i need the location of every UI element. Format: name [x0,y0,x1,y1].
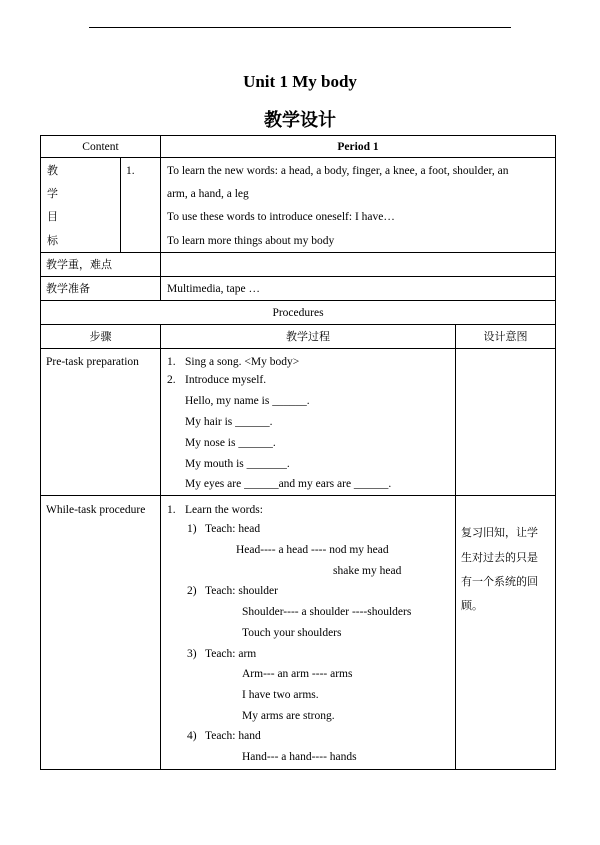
arm-line: I have two arms. [242,689,319,701]
objective-line: To learn more things about my body [167,235,335,247]
list-number: 1. [167,356,176,368]
list-number: 2. [167,374,176,386]
table-border-top [40,135,556,136]
table-rule [40,157,556,158]
column-intent: 设计意图 [483,330,528,343]
intro-line: My eyes are ______and my ears are ______. [185,478,392,490]
table-rule [40,324,556,325]
teach-hand: Teach: hand [205,730,261,742]
intro-line: Hello, my name is ______. [185,395,310,407]
intent-line: 生对过去的只是 [461,551,538,564]
head-line: shake my head [333,565,402,577]
document-title: Unit 1 My body [243,72,357,91]
sub-number: 1) [187,523,197,535]
objectives-label-char: 学 [47,187,58,200]
objectives-number: 1. [126,165,135,177]
list-item: Learn the words: [185,504,263,516]
pre-task-label: Pre-task preparation [46,356,139,368]
column-steps: 步骤 [89,330,112,343]
arm-line: My arms are strong. [242,710,335,722]
procedures-label: Procedures [272,307,324,319]
head-line: Head---- a head ---- nod my head [236,544,389,556]
table-col-divider [160,135,161,300]
intent-line: 复习旧知，让学 [461,526,538,539]
objectives-label-char: 标 [47,234,58,247]
sub-number: 4) [187,730,197,742]
table-border-bottom [40,769,556,770]
document-subtitle: 教学设计 [264,110,336,131]
objectives-label-char: 教 [47,164,58,177]
table-border-left [40,135,41,770]
intro-line: My mouth is _______. [185,458,290,470]
list-item: Introduce myself. [185,374,267,386]
list-item: Sing a song. <My body> [185,356,300,368]
shoulder-line: Touch your shoulders [242,627,342,639]
table-border-right [555,135,556,770]
sub-number: 3) [187,648,197,660]
intent-line: 顾。 [461,599,483,612]
table-rule [40,300,556,301]
table-rule [40,276,556,277]
preparation-value: Multimedia, tape … [167,283,260,295]
table-rule [40,495,556,496]
teach-arm: Teach: arm [205,648,257,660]
objective-line: To learn the new words: a head, a body, finger, a knee, a foot, shoulder, an [167,165,509,177]
list-number: 1. [167,504,176,516]
objective-line: arm, a hand, a leg [167,188,249,200]
while-task-label: While-task procedure [46,504,146,516]
preparation-label: 教学准备 [46,282,90,295]
table-rule [40,252,556,253]
shoulder-line: Shoulder---- a shoulder ----shoulders [242,606,412,618]
table-col-divider [120,157,121,252]
teach-shoulder: Teach: shoulder [205,585,278,597]
table-col-divider [160,324,161,769]
objective-line: To use these words to introduce oneself: I have… [167,211,395,223]
table-col-divider [455,324,456,769]
column-process: 教学过程 [286,330,330,343]
header-rule [89,27,511,28]
period-label: Period 1 [337,141,379,153]
table-rule [40,348,556,349]
arm-line: Arm--- an arm ---- arms [242,668,353,680]
sub-number: 2) [187,585,197,597]
teach-head: Teach: head [205,523,261,535]
hand-line: Hand--- a hand---- hands [242,751,357,763]
intent-line: 有一个系统的回 [461,575,538,588]
key-points-label: 教学重，难点 [46,258,112,271]
intro-line: My hair is ______. [185,416,273,428]
objectives-label-char: 目 [47,210,58,223]
intro-line: My nose is ______. [185,437,276,449]
content-label: Content [82,141,119,153]
